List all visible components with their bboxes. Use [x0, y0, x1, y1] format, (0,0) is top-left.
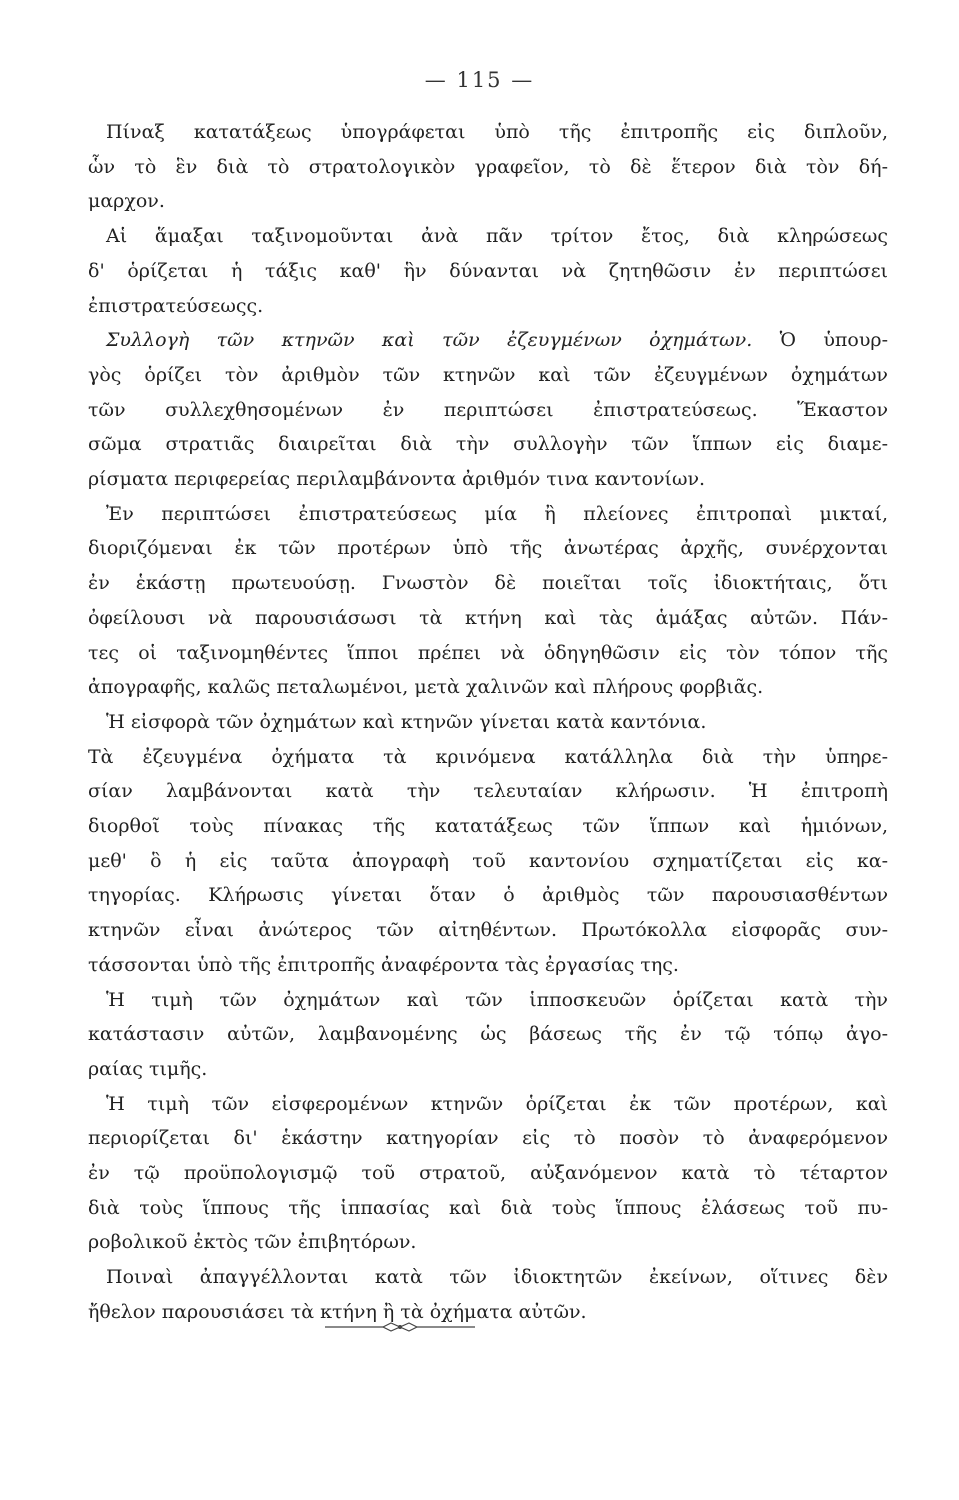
text-line: Αἱ ἅμαξαι ταξινομοῦνται ἀνὰ πᾶν τρίτον ἔτος, διὰ κληρώσεως [106, 225, 888, 248]
text-line: μεθ' ὃ ἡ εἰς ταῦτα ἀπογραφὴ τοῦ καντονίου σχηματίζεται εἰς κα- [88, 849, 888, 872]
text-line: τῶν συλλεχθησομένων ἐν περιπτώσει ἐπιστρατεύσεως. Ἕκαστον [88, 398, 888, 421]
text-line: σῶμα στρατιᾶς διαιρεῖται διὰ τὴν συλλογὴν τῶν ἵππων εἰς διαμε- [88, 433, 888, 456]
text-line: διοριζόμεναι ἐκ τῶν προτέρων ὑπὸ τῆς ἀνωτέρας ἀρχῆς, συνέρχονται [88, 537, 888, 560]
text-line: Πίναξ κατατάξεως ὑπογράφεται ὑπὸ τῆς ἐπιτροπῆς εἰς διπλοῦν, [106, 121, 888, 143]
text-line: ὀφείλουσι νὰ παρουσιάσωσι τὰ κτήνη καὶ τὰς ἁμάξας αὐτῶν. Πάν- [88, 606, 888, 629]
text-line: Ἡ τιμὴ τῶν εἰσφερομένων κτηνῶν ὁρίζεται ἐκ τῶν προτέρων, καὶ [106, 1092, 888, 1115]
ornament-divider-icon [325, 1320, 475, 1334]
text-line: ἤθελον παρουσιάσει τὰ κτήνη ἢ τὰ ὀχήματα αὐτῶν. [88, 1300, 587, 1323]
text-line: τες οἱ ταξινομηθέντες ἵπποι πρέπει νὰ ὁδηγηθῶσιν εἰς τὸν τόπον τῆς [88, 641, 888, 664]
text-line: σίαν λαμβάνονται κατὰ τὴν τελευταίαν κλήρωσιν. Ἡ ἐπιτροπὴ [88, 780, 888, 803]
text-line: κατάστασιν αὐτῶν, λαμβανομένης ὡς βάσεως τῆς ἐν τῷ τόπῳ ἀγο- [88, 1023, 888, 1046]
text-line: ρίσματα περιφερείας περιλαμβάνοντα ἀριθμόν τινα καντονίων. [88, 468, 706, 490]
text-line: Ποιναὶ ἀπαγγέλλονται κατὰ τῶν ἰδιοκτητῶν ἐκείνων, οἵτινες δὲν [106, 1266, 888, 1289]
text-line: μαρχον. [88, 190, 165, 213]
text-line: ὧν τὸ ἓν διὰ τὸ στρατολογικὸν γραφεῖον, τὸ δὲ ἕτερον διὰ τὸν δή- [88, 155, 888, 178]
text-line: διὰ τοὺς ἵππους τῆς ἱππασίας καὶ διὰ τοὺς ἵππους ἐλάσεως τοῦ πυ- [88, 1196, 888, 1219]
text-line: Ἡ τιμὴ τῶν ὀχημάτων καὶ τῶν ἱπποσκευῶν ὁρίζεται κατὰ τὴν [106, 988, 888, 1011]
text-line-rest: Ὁ ὑπουρ- [752, 329, 888, 352]
section-heading: Συλλογὴ τῶν κτηνῶν καὶ τῶν ἐζευγμένων ὀχημάτων. [106, 329, 753, 352]
text-line: Ἐν περιπτώσει ἐπιστρατεύσεως μία ἢ πλείονες ἐπιτροπαὶ μικταί, [106, 502, 888, 525]
text-line: ἐν τῷ προϋπολογισμῷ τοῦ στρατοῦ, αὐξανόμενον κατὰ τὸ τέταρτον [88, 1162, 888, 1184]
text-line: ἀπογραφῆς, καλῶς πεταλωμένοι, μετὰ χαλινῶν καὶ πλήρους φορβιᾶς. [88, 676, 764, 699]
text-line: γὸς ὁρίζει τὸν ἀριθμὸν τῶν κτηνῶν καὶ τῶν ἐζευγμένων ὀχημάτων [88, 363, 888, 386]
text-line: ἐν ἑκάστῃ πρωτευούσῃ. Γνωστὸν δὲ ποιεῖται τοῖς ἰδιοκτήταις, ὅτι [88, 572, 888, 595]
text-line: ραίας τιμῆς. [88, 1057, 208, 1080]
text-line: τάσσονται ὑπὸ τῆς ἐπιτροπῆς ἀναφέροντα τὰς ἐργασίας της. [88, 953, 679, 976]
text-line: διορθοῖ τοὺς πίνακας τῆς κατατάξεως τῶν ἵππων καὶ ἡμιόνων, [88, 815, 888, 837]
text-line: Τὰ ἐζευγμένα ὀχήματα τὰ κρινόμενα κατάλληλα διὰ τὴν ὑπηρε- [88, 745, 888, 768]
text-line: περιορίζεται δι' ἑκάστην κατηγορίαν εἰς τὸ ποσὸν τὸ ἀναφερόμενον [88, 1127, 888, 1150]
text-line: τηγορίας. Κλήρωσις γίνεται ὅταν ὁ ἀριθμὸς τῶν παρουσιασθέντων [88, 884, 888, 907]
text-line [88, 323, 888, 357]
page-number: — 115 — [424, 68, 535, 92]
text-line: κτηνῶν εἶναι ἀνώτερος τῶν αἰτηθέντων. Πρωτόκολλα εἰσφορᾶς συν- [88, 919, 888, 942]
text-line: ροβολικοῦ ἐκτὸς τῶν ἐπιβητόρων. [88, 1231, 417, 1254]
text-line: δ' ὁρίζεται ἡ τάξις καθ' ἣν δύνανται νὰ ζητηθῶσιν ἐν περιπτώσει [88, 259, 888, 282]
text-line: Ἡ εἰσφορὰ τῶν ὀχημάτων καὶ κτηνῶν γίνεται κατὰ καντόνια. [106, 710, 707, 733]
text-line: ἐπιστρατεύσεωςς. [88, 294, 264, 317]
